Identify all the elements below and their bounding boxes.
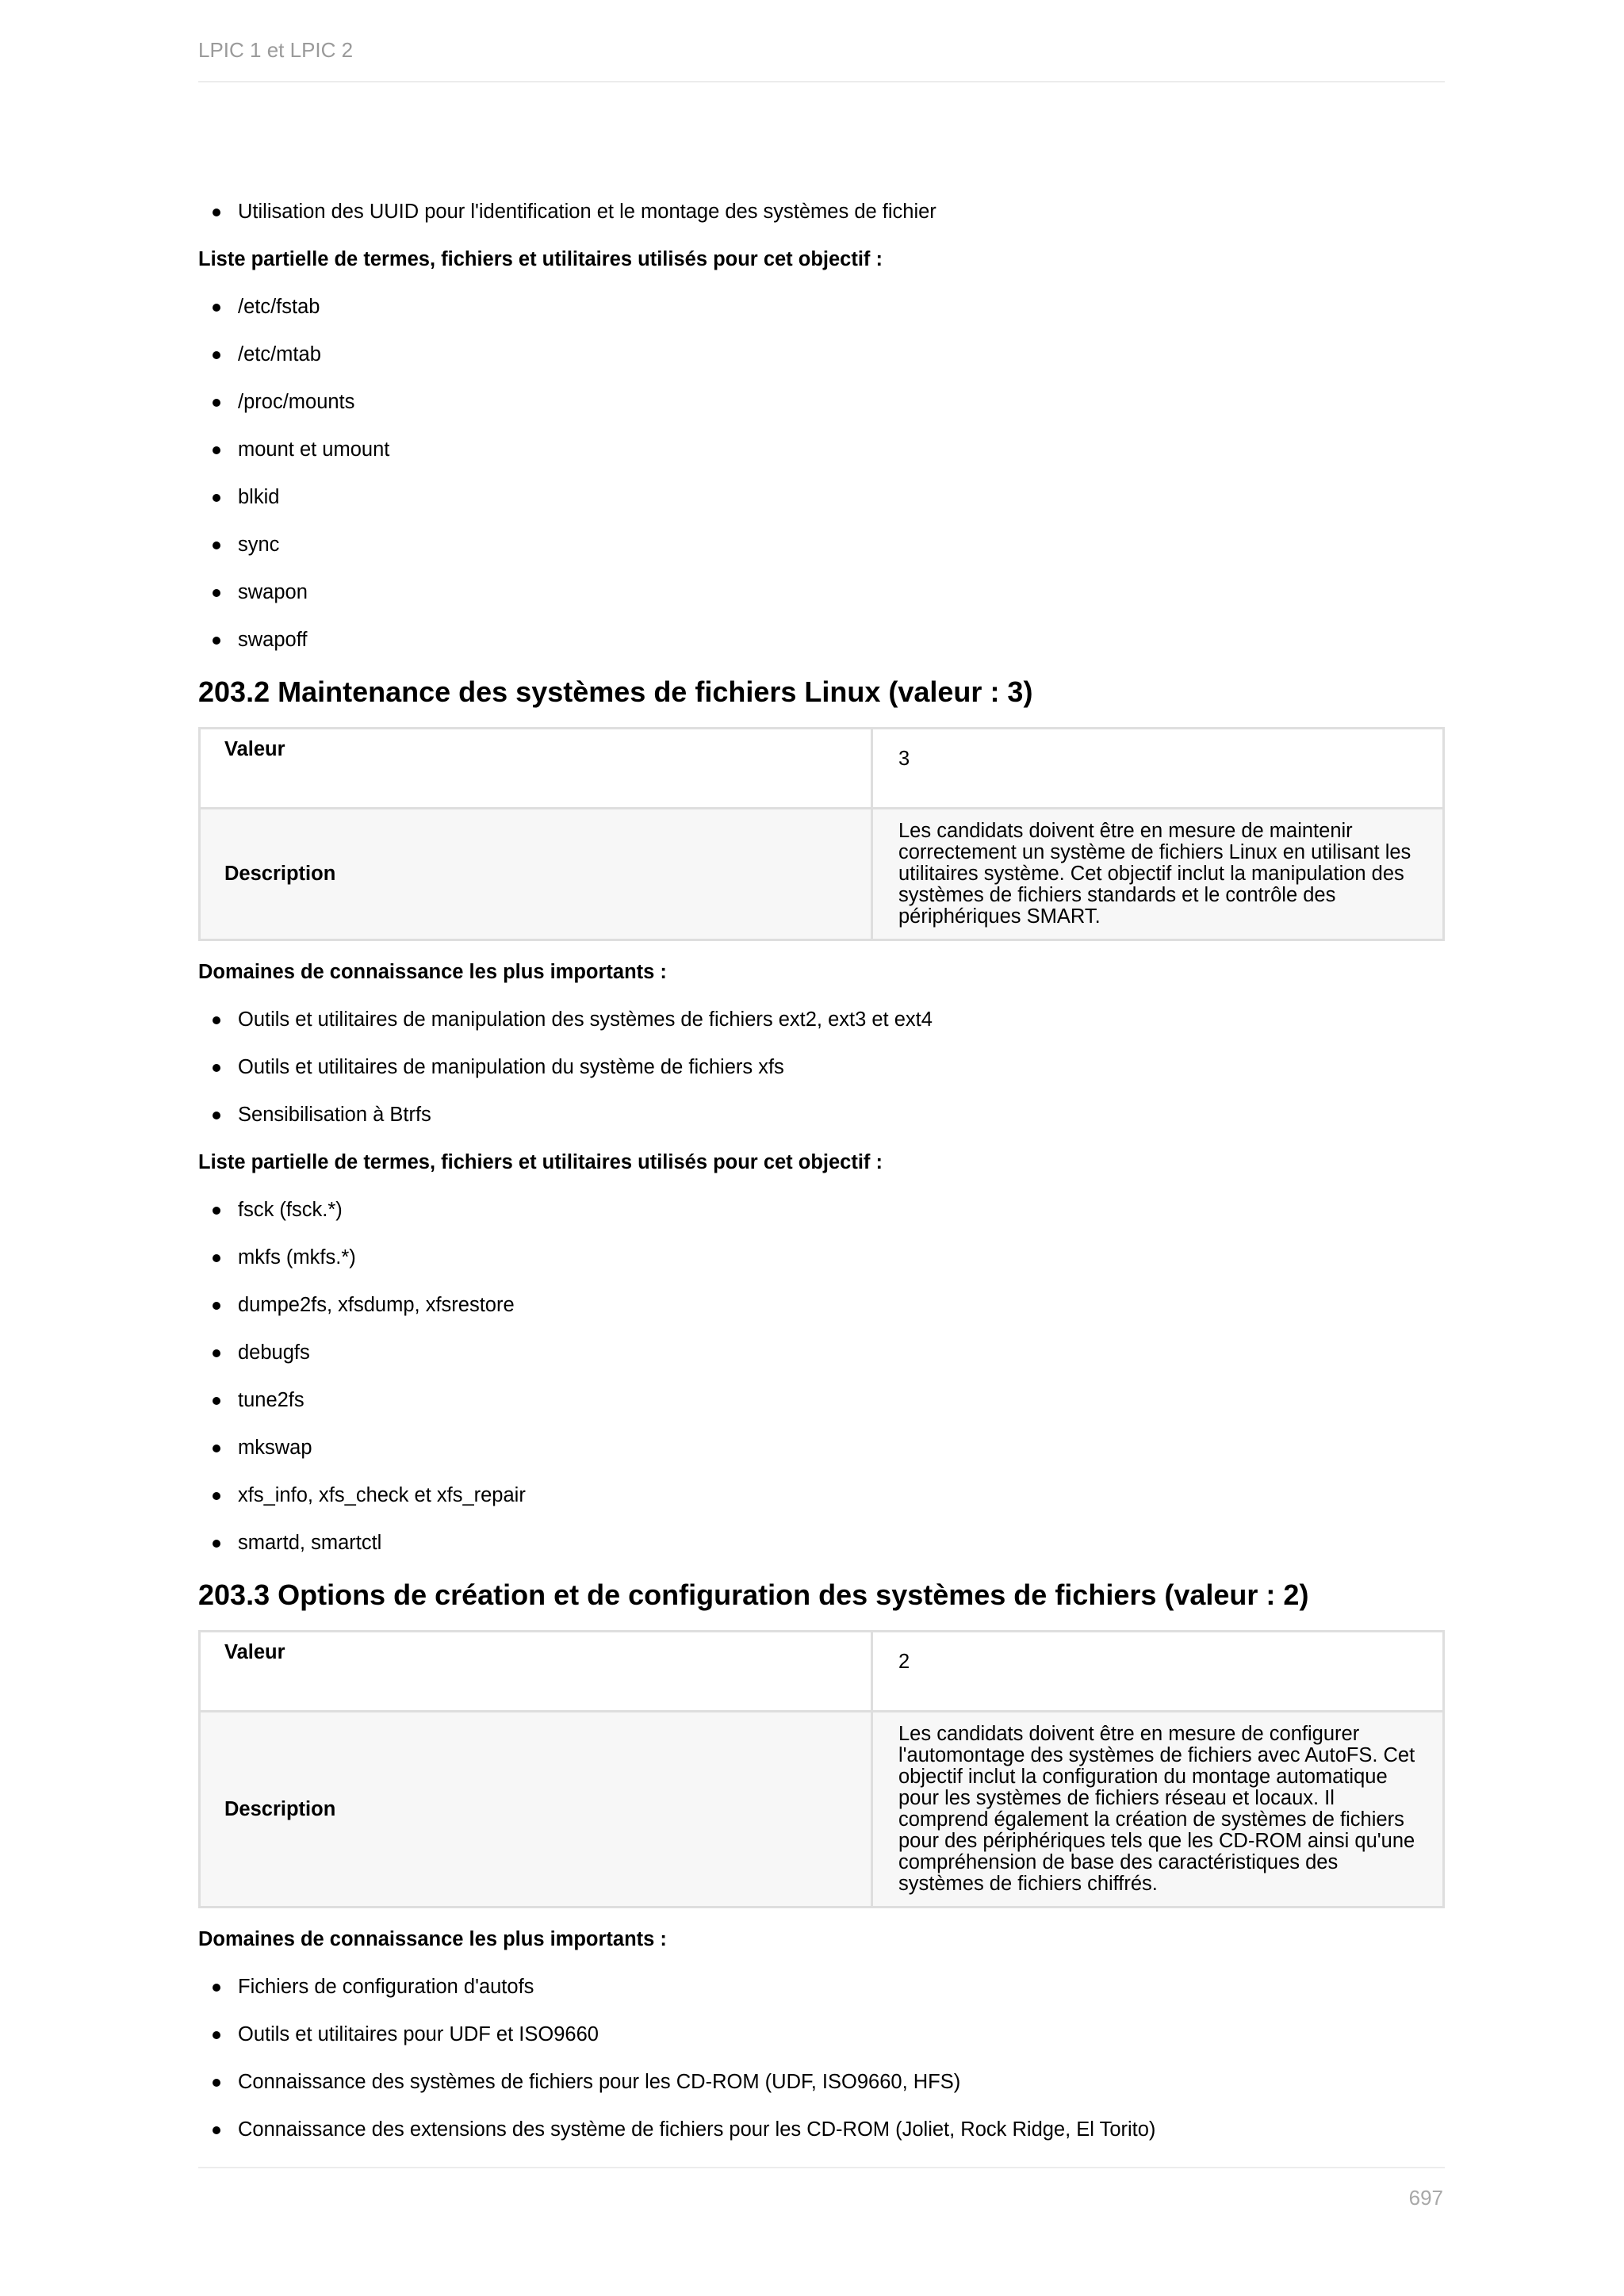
terms-list [198,293,1445,674]
list-item: smartd, smartctl [198,1529,1445,1577]
list-item: swapoff [198,626,1445,674]
domains-list [198,1973,1445,2164]
terms-heading: Liste partielle de termes, fichiers et utilitaires utilisés pour cet objectif : [198,1151,883,1173]
list-item: /etc/fstab [198,293,1445,341]
list-item: tune2fs [198,1387,1445,1434]
valeur-label: Valeur [200,729,872,809]
list-item: sync [198,531,1445,579]
table-row [200,1712,1444,1908]
list-item: Fichiers de configuration d'autofs [198,1973,1445,2021]
domains-heading: Domaines de connaissance les plus importants : [198,961,667,983]
table-row [200,1632,1444,1712]
table-row [200,729,1444,809]
terms-heading: Liste partielle de termes, fichiers et utilitaires utilisés pour cet objectif : [198,248,883,270]
objective-table [198,727,1445,941]
list-item: Utilisation des UUID pour l'identification et le montage des systèmes de fichier [198,198,1445,246]
section-heading: 203.3 Options de création et de configuration des systèmes de fichiers (valeur : 2) [198,1578,1309,1611]
list-item: Connaissance des extensions des système de fichiers pour les CD-ROM (Joliet, Rock Ridge, El Torito) [198,2116,1445,2164]
terms-list [198,1196,1445,1577]
list-item: mkswap [198,1434,1445,1482]
domains-heading: Domaines de connaissance les plus importants : [198,1928,667,1950]
intro-list [198,198,1445,246]
page-content [198,198,1445,2164]
objective-table [198,1630,1445,1908]
valeur-label: Valeur [200,1632,872,1712]
list-item: Outils et utilitaires de manipulation du système de fichiers xfs [198,1054,1445,1101]
description-value: Les candidats doivent être en mesure de maintenir correctement un système de fichiers Linux en utilisant les utilitaires système. Cet objectif inclut la manipulation des systèmes de fichiers standards et le contrôle des périphériques SMART. [872,809,1444,940]
list-item: blkid [198,484,1445,531]
list-item: dumpe2fs, xfsdump, xfsrestore [198,1292,1445,1339]
list-item: /etc/mtab [198,341,1445,388]
list-item: swapon [198,579,1445,626]
list-item: Outils et utilitaires de manipulation des systèmes de fichiers ext2, ext3 et ext4 [198,1006,1445,1054]
list-item: Connaissance des systèmes de fichiers pour les CD-ROM (UDF, ISO9660, HFS) [198,2068,1445,2116]
list-item: debugfs [198,1339,1445,1387]
description-value: Les candidats doivent être en mesure de configurer l'automontage des systèmes de fichiers avec AutoFS. Cet objectif inclut la configuration du montage automatique pour les systèmes de fichiers réseau et locaux. Il comprend également la création de systèmes de fichiers pour des périphériques tels que les CD-ROM ainsi qu'une compréhension de base des caractéristiques des systèmes de fichiers chiffrés. [872,1712,1444,1908]
valeur-value: 2 [872,1632,1444,1712]
list-item: Sensibilisation à Btrfs [198,1101,1445,1149]
running-header: LPIC 1 et LPIC 2 [198,38,354,62]
description-label: Description [200,809,872,940]
domains-list [198,1006,1445,1149]
section-heading: 203.2 Maintenance des systèmes de fichiers Linux (valeur : 3) [198,675,1033,708]
list-item: xfs_info, xfs_check et xfs_repair [198,1482,1445,1529]
page-number: 697 [1408,2186,1443,2210]
list-item: /proc/mounts [198,388,1445,436]
valeur-value: 3 [872,729,1444,809]
list-item: mount et umount [198,436,1445,484]
list-item: Outils et utilitaires pour UDF et ISO9660 [198,2021,1445,2068]
list-item: mkfs (mkfs.*) [198,1244,1445,1292]
footer-divider [198,2167,1445,2168]
list-item: fsck (fsck.*) [198,1196,1445,1244]
description-label: Description [200,1712,872,1908]
table-row [200,809,1444,940]
header-divider [198,81,1445,82]
